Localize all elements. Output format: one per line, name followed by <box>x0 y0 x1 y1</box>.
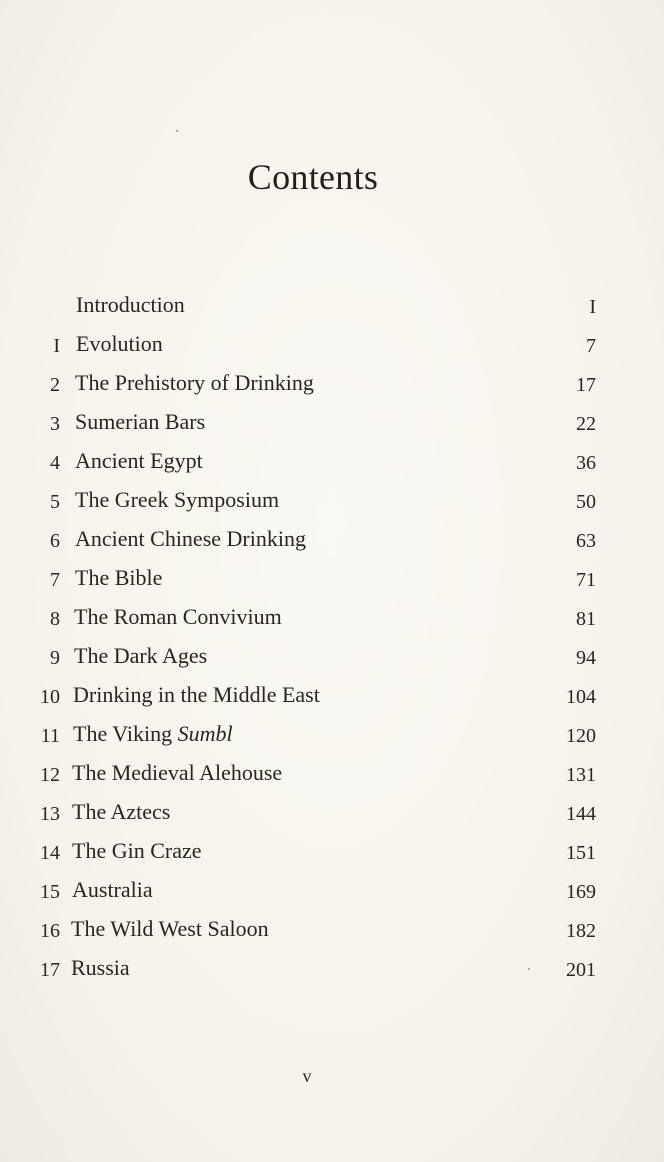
page-number: 169 <box>566 881 596 903</box>
toc-entry <box>0 329 664 363</box>
chapter-number: I <box>53 335 60 357</box>
toc-entry <box>0 290 664 324</box>
page-number: 22 <box>576 413 596 435</box>
toc-entry <box>0 485 664 519</box>
chapter-number: 4 <box>50 452 60 474</box>
chapter-number: 16 <box>40 920 60 942</box>
chapter-number: 14 <box>40 842 60 864</box>
chapter-title: The Greek Symposium <box>75 487 280 512</box>
chapter-title: Australia <box>72 877 153 902</box>
toc-entry <box>0 563 664 597</box>
chapter-title: Sumerian Bars <box>75 409 206 434</box>
page-number: 50 <box>576 491 596 513</box>
folio-page-number: v <box>302 1066 312 1086</box>
chapter-number: 10 <box>40 686 60 708</box>
toc-entry <box>0 368 664 402</box>
page-number: 63 <box>576 530 596 552</box>
chapter-title: Drinking in the Middle East <box>73 682 320 707</box>
page-number: 36 <box>576 452 596 474</box>
chapter-title: Evolution <box>76 331 163 356</box>
page-number: 151 <box>566 842 596 864</box>
toc-entry <box>0 446 664 480</box>
chapter-title <box>73 721 233 747</box>
chapter-number: 11 <box>40 725 60 747</box>
chapter-number: 5 <box>50 491 60 513</box>
page-number: 71 <box>576 569 596 591</box>
chapter-title: Introduction <box>76 292 185 317</box>
chapter-number: 12 <box>40 764 60 786</box>
chapter-title: The Gin Craze <box>72 838 202 863</box>
chapter-title: The Prehistory of Drinking <box>75 370 314 395</box>
chapter-title-text: The Viking <box>73 721 173 746</box>
chapter-number: 8 <box>50 608 60 630</box>
page-number: I <box>589 296 596 318</box>
page-title: Contents <box>247 157 379 197</box>
chapter-title: The Medieval Alehouse <box>72 760 283 785</box>
toc-entry <box>0 797 664 831</box>
toc-entry <box>0 680 664 714</box>
page-number: 81 <box>576 608 596 630</box>
chapter-title: Ancient Egypt <box>75 448 203 473</box>
chapter-title: The Roman Convivium <box>74 604 282 629</box>
toc-entry <box>0 641 664 675</box>
toc-entry <box>0 407 664 441</box>
toc-entry <box>0 875 664 909</box>
toc-entry <box>0 719 664 753</box>
chapter-title: The Bible <box>75 565 163 590</box>
chapter-number: 7 <box>50 569 60 591</box>
toc-entry <box>0 914 664 948</box>
toc-entry <box>0 953 664 987</box>
chapter-number: 15 <box>40 881 60 903</box>
toc-entry <box>0 602 664 636</box>
chapter-title: The Dark Ages <box>74 643 208 668</box>
page-number: 7 <box>586 335 596 357</box>
chapter-number: 9 <box>50 647 60 669</box>
page-number: 17 <box>576 374 596 396</box>
page-number: 104 <box>566 686 596 708</box>
chapter-title: Ancient Chinese Drinking <box>75 526 306 551</box>
page-number: 182 <box>566 920 596 942</box>
toc-entry <box>0 524 664 558</box>
chapter-number: 2 <box>50 374 60 396</box>
chapter-number: 17 <box>40 959 60 981</box>
page-number: 201 <box>566 959 596 981</box>
page-number: 144 <box>566 803 596 825</box>
chapter-title: Russia <box>71 955 130 980</box>
page-number: 94 <box>576 647 596 669</box>
toc-entry <box>0 836 664 870</box>
page-number: 120 <box>566 725 596 747</box>
chapter-title-italic: Sumbl <box>177 721 233 746</box>
chapter-number: 13 <box>40 803 60 825</box>
toc-entry <box>0 758 664 792</box>
chapter-number: 6 <box>50 530 60 552</box>
chapter-title: The Wild West Saloon <box>71 916 269 941</box>
paper-speck <box>176 130 178 132</box>
chapter-number: 3 <box>50 413 60 435</box>
chapter-title: The Aztecs <box>72 799 171 824</box>
page-number: 131 <box>566 764 596 786</box>
